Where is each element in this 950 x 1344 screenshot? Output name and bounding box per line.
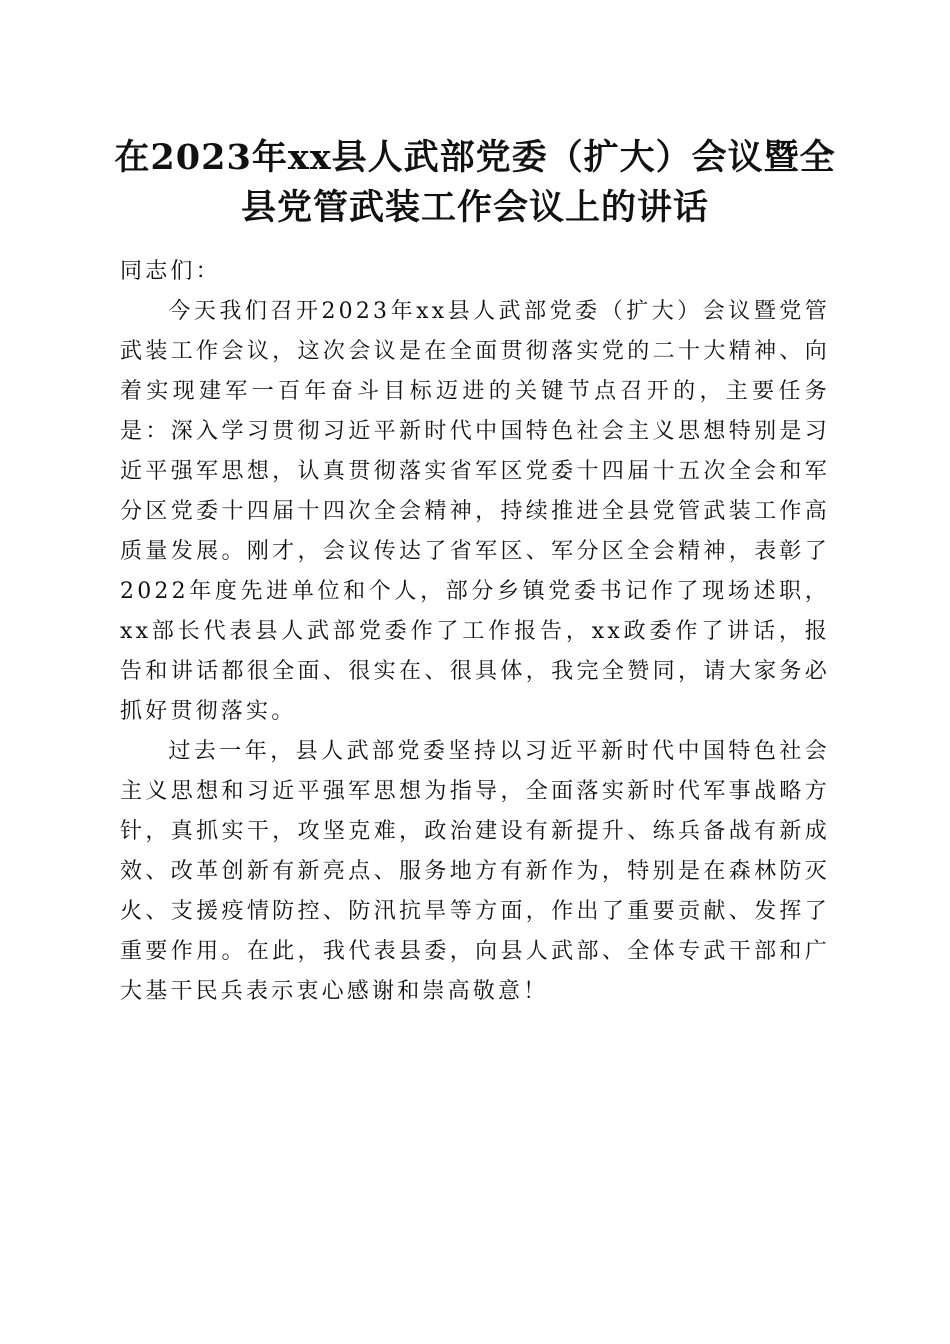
paragraph-2: 过去一年，县人武部党委坚持以习近平新时代中国特色社会主义思想和习近平强军思想为指导，全面落实新时代军事战略方针，真抓实干，攻坚克难，政治建设有新提升、练兵备战有新成效、改革创新有新亮点、服务地方有新作为，特别是在森林防灭火、支援疫情防控、防汛抗旱等方面，作出了重要贡献、发挥了重要作用。在此，我代表县委，向县人武部、全体专武干部和广大基干民兵表示衷心感谢和崇高敬意！ <box>120 739 830 1004</box>
document-body <box>120 252 830 1012</box>
document-title <box>100 133 850 233</box>
paragraph-1: 今天我们召开2023年xx县人武部党委（扩大）会议暨党管武装工作会议，这次会议是在全面贯彻落实党的二十大精神、向着实现建军一百年奋斗目标迈进的关键节点召开的，主要任务是：深入学习贯彻习近平新时代中国特色社会主义思想特别是习近平强军思想，认真贯彻落实省军区党委十四届十五次全会和军分区党委十四届十四次全会精神，持续推进全县党管武装工作高质量发展。刚才，会议传达了省军区、军分区全会精神，表彰了2022年度先进单位和个人，部分乡镇党委书记作了现场述职，xx部长代表县人武部党委作了工作报告，xx政委作了讲话，报告和讲话都很全面、很实在、很具体，我完全赞同，请大家务必抓好贯彻落实。 <box>120 299 830 724</box>
salutation: 同志们： <box>120 259 221 284</box>
title-line-1: 在2023年xx县人武部党委（扩大）会议暨全 <box>114 137 836 178</box>
title-line-2: 县党管武装工作会议上的讲话 <box>240 187 709 228</box>
